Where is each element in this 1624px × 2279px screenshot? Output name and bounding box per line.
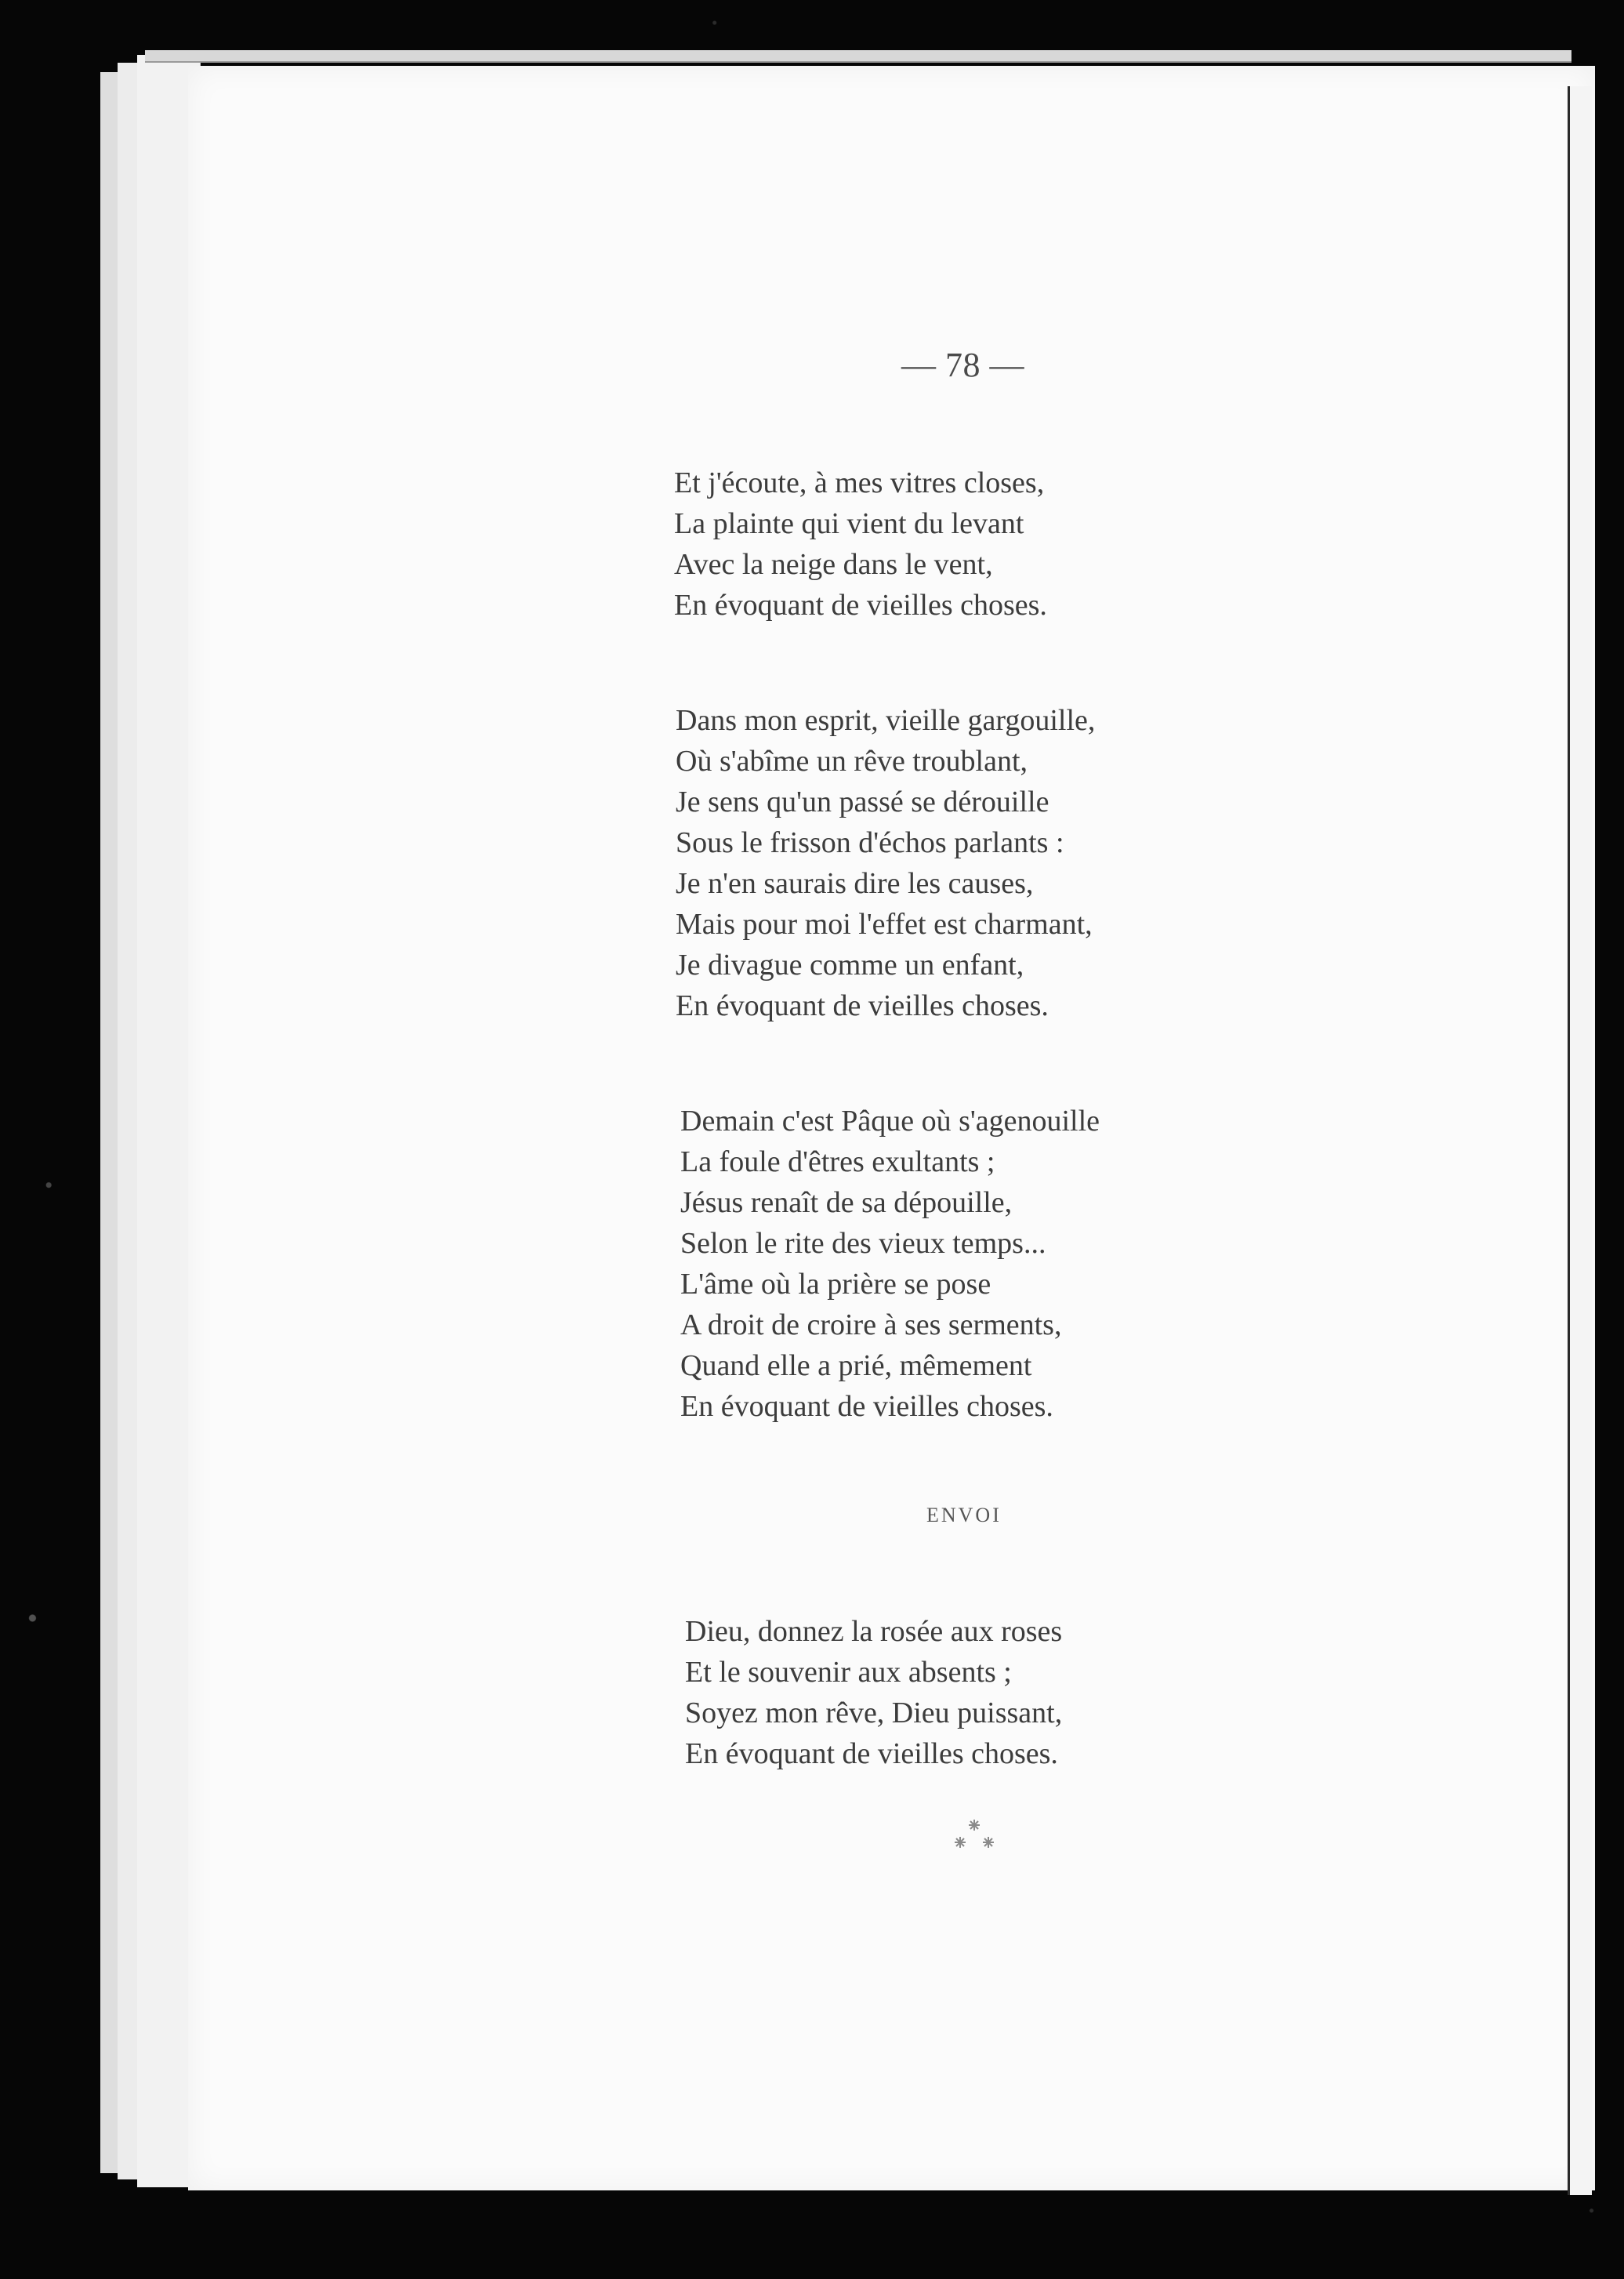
verse-line: Selon le rite des vieux temps... bbox=[680, 1227, 1046, 1260]
verse-line: La foule d'êtres exultants ; bbox=[680, 1145, 995, 1178]
stanza bbox=[674, 463, 1047, 626]
verse-line: A droit de croire à ses serments, bbox=[680, 1308, 1062, 1341]
verse-line: Je n'en saurais dire les causes, bbox=[676, 867, 1034, 900]
verse-line: L'âme où la prière se pose bbox=[680, 1268, 991, 1301]
verse-line: Où s'abîme un rêve troublant, bbox=[676, 745, 1028, 778]
verse-line: La plainte qui vient du levant bbox=[674, 507, 1024, 540]
verse-line: Je sens qu'un passé se dérouille bbox=[676, 786, 1049, 818]
verse-line: Et le souvenir aux absents ; bbox=[685, 1656, 1012, 1689]
verse-line: Je divague comme un enfant, bbox=[676, 949, 1024, 982]
verse-line: Quand elle a prié, mêmement bbox=[680, 1349, 1032, 1382]
verse-line: Demain c'est Pâque où s'agenouille bbox=[680, 1105, 1100, 1138]
verse-line: En évoquant de vieilles choses. bbox=[680, 1390, 1053, 1423]
verse-line: En évoquant de vieilles choses. bbox=[674, 589, 1047, 622]
verse-line: Et j'écoute, à mes vitres closes, bbox=[674, 466, 1045, 499]
verse-line: Sous le frisson d'échos parlants : bbox=[676, 826, 1064, 859]
envoi-heading: ENVOI bbox=[926, 1504, 1002, 1526]
page-top-edge bbox=[145, 50, 1571, 63]
verse-line: Dans mon esprit, vieille gargouille, bbox=[676, 704, 1096, 737]
verse-line: Jésus renaît de sa dépouille, bbox=[680, 1186, 1013, 1219]
page-number: — 78 — bbox=[901, 346, 1024, 384]
verse-line: En évoquant de vieilles choses. bbox=[685, 1737, 1058, 1770]
stanza bbox=[680, 1101, 1100, 1427]
verse-line: Dieu, donnez la rosée aux roses bbox=[685, 1615, 1063, 1648]
verse-line: En évoquant de vieilles choses. bbox=[676, 989, 1049, 1022]
envoi-stanza bbox=[685, 1611, 1062, 1774]
verse-line: Soyez mon rêve, Dieu puissant, bbox=[685, 1697, 1063, 1729]
facing-page-edge bbox=[1568, 86, 1592, 2195]
verse-line: Avec la neige dans le vent, bbox=[674, 548, 993, 581]
asterism-icon bbox=[947, 1816, 1002, 1855]
verse-line: Mais pour moi l'effet est charmant, bbox=[676, 908, 1093, 941]
stanza bbox=[676, 700, 1095, 1026]
